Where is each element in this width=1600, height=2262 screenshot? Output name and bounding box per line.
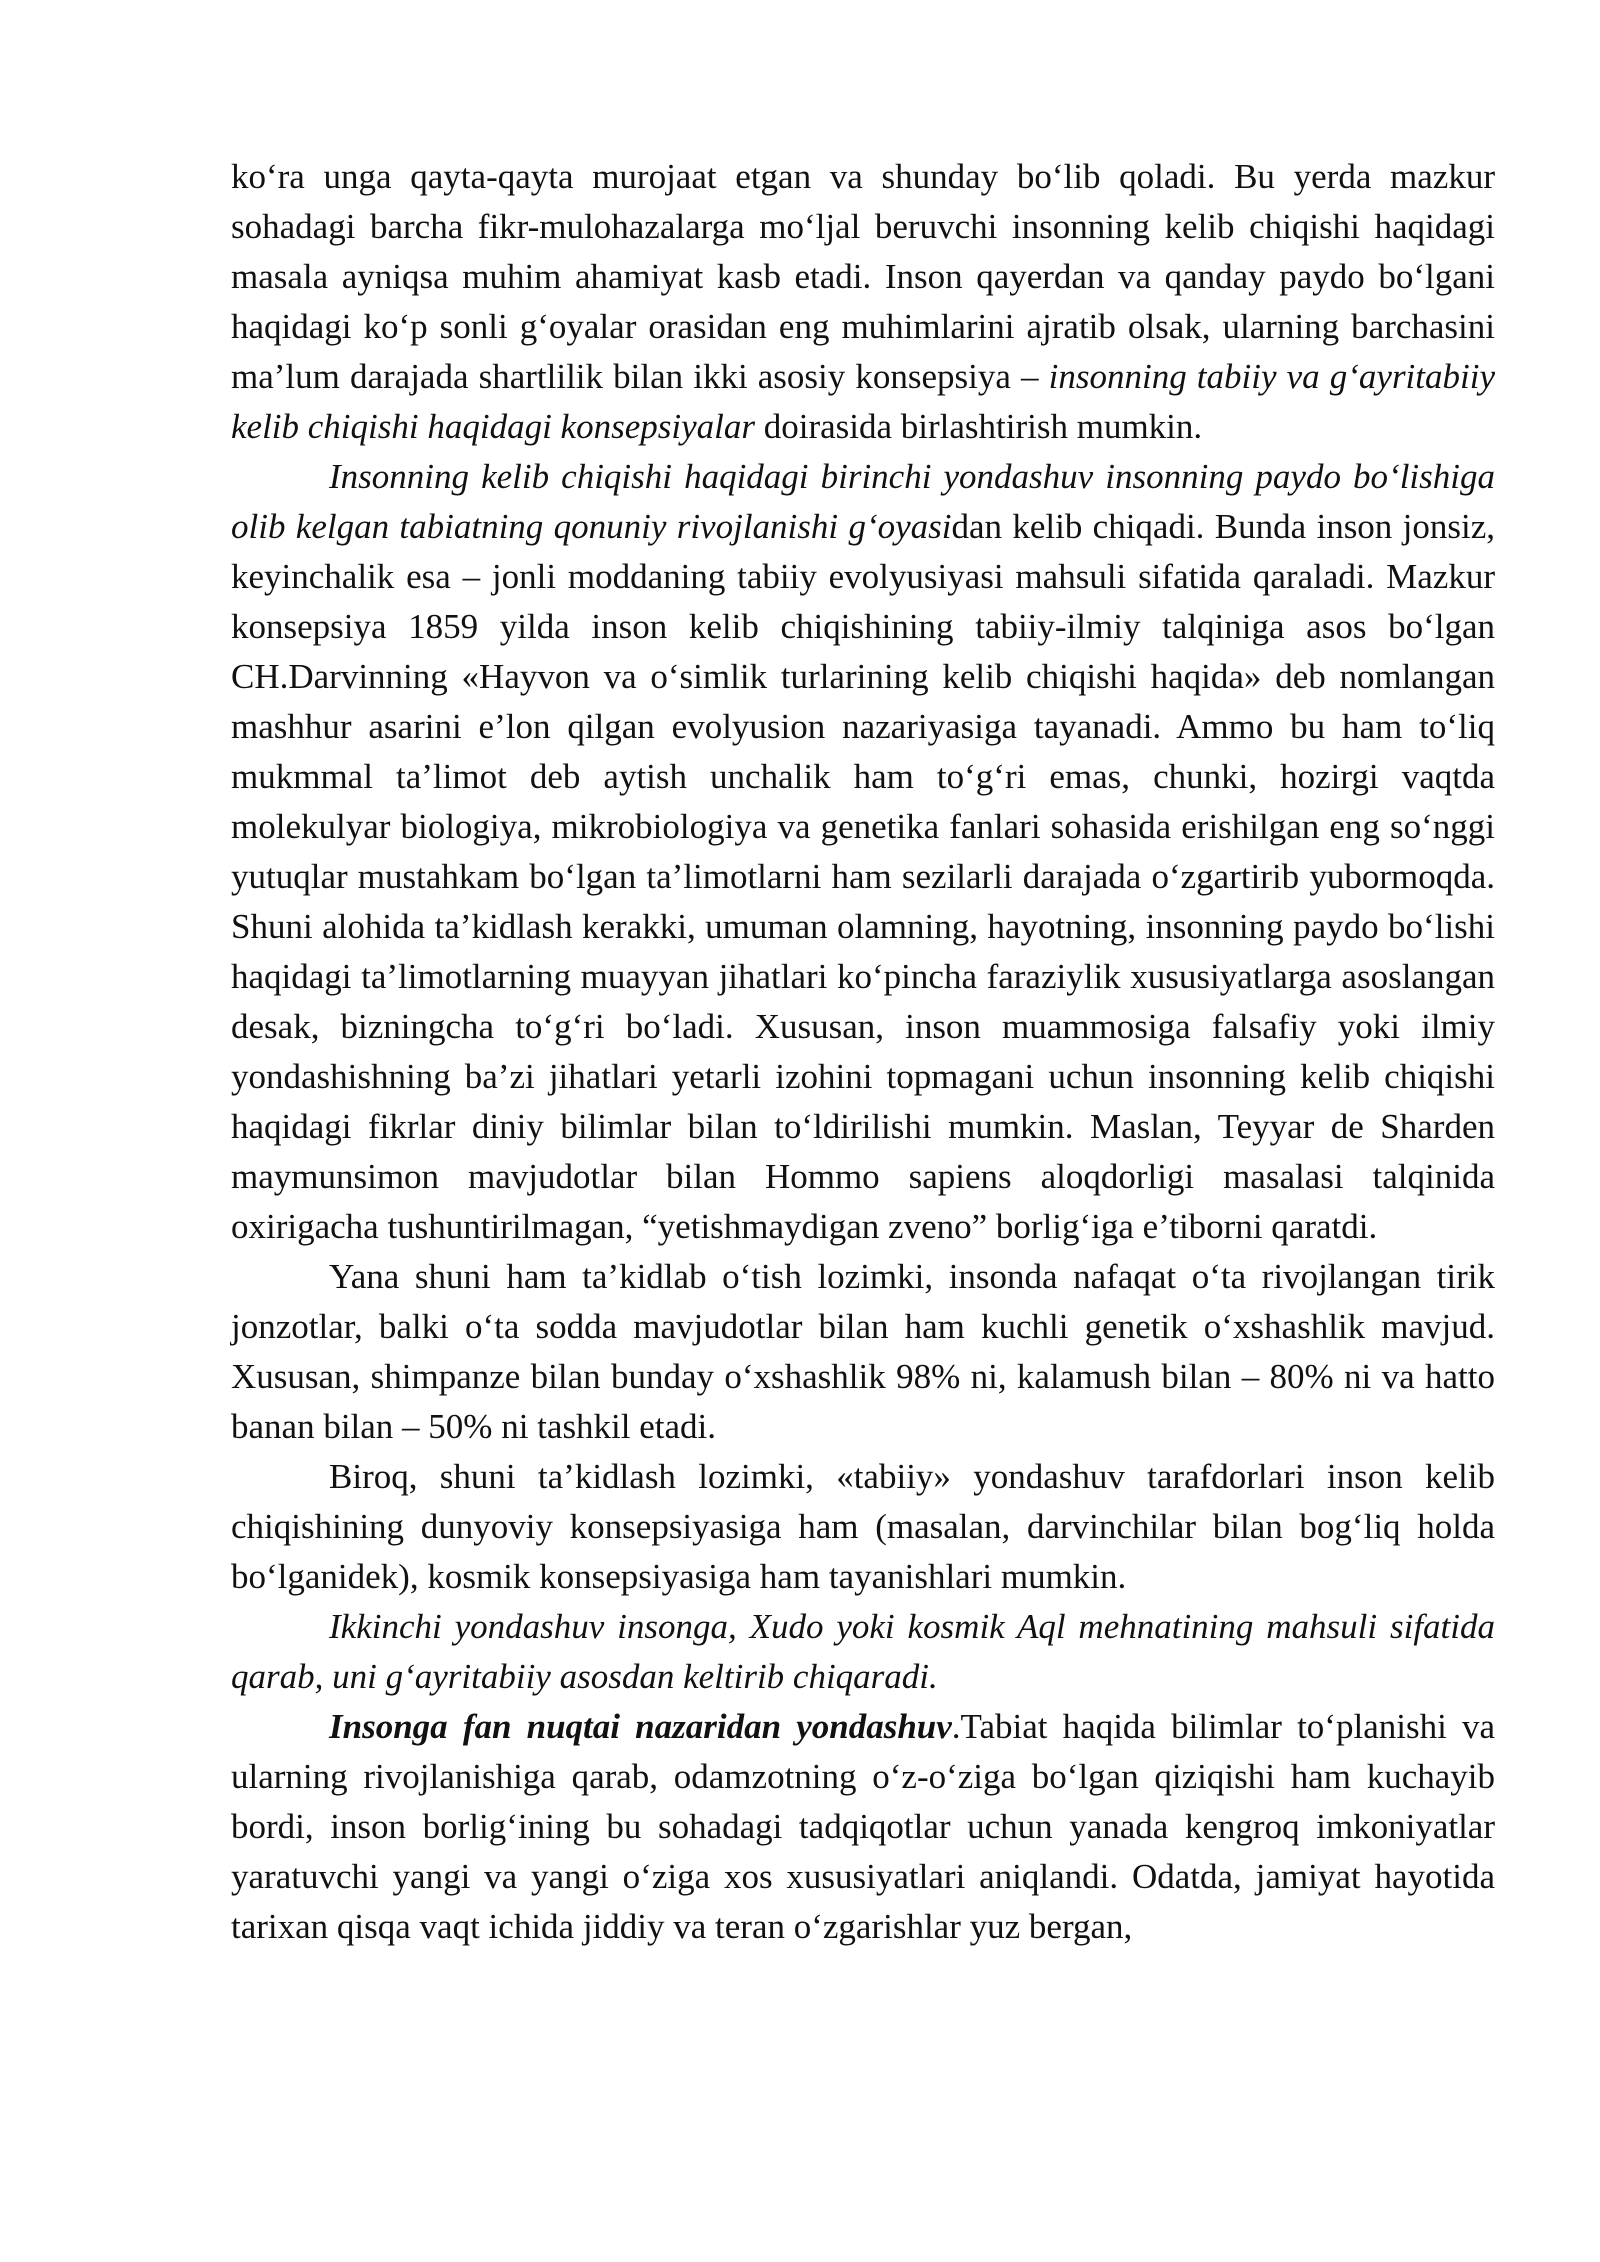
text-run: Yana shuni ham ta’kidlab o‘tish lozimki, insonda nafaqat o‘ta rivojlangan tirik jonzotlar, balki o‘ta sodda mavjudotlar bilan ham kuchli genetik o‘xshashlik mavjud. Xususan, shimpanze bilan bunday o‘xshashlik 98% ni, kalamush bilan – 80% ni va hatto banan bilan – 50% ni tashkil etadi. — [231, 1257, 1495, 1446]
paragraph-4 — [231, 1452, 1495, 1602]
text-run-italic: insonning tabiiy va g‘ayritabiiy kelib chiqishi haqidagi konsepsiyalar — [231, 357, 1495, 446]
paragraph-5 — [231, 1602, 1495, 1702]
paragraph-3 — [231, 1252, 1495, 1452]
paragraph-6 — [231, 1702, 1495, 1952]
text-run: .Tabiat haqida bilimlar to‘planishi va ularning rivojlanishiga qarab, odamzotning o‘z-o‘ziga bo‘lgan qiziqishi ham kuchayib bordi, inson borlig‘ining bu sohadagi tadqiqotlar uchun yanada kengroq imkoniyatlar yaratuvchi yangi va yangi o‘ziga xos xususiyatlari aniqlandi. Odatda, jamiyat hayotida tarixan qisqa vaqt ichida jiddiy va teran o‘zgarishlar yuz bergan, — [231, 1707, 1495, 1946]
text-run: dan kelib chiqadi. Bunda inson jonsiz, keyinchalik esa – jonli moddaning tabiiy evolyusiyasi mahsuli sifatida qaraladi. Mazkur konsepsiya 1859 yilda inson kelib chiqishining tabiiy-ilmiy talqiniga asos bo‘lgan CH.Darvinning «Hayvon va o‘simlik turlarining kelib chiqishi haqida» deb nomlangan mashhur asarini e’lon qilgan evolyusion nazariyasiga tayanadi. Ammo bu ham to‘liq mukmmal ta’limot deb aytish unchalik ham to‘g‘ri emas, chunki, hozirgi vaqtda molekulyar biologiya, mikrobiologiya va genetika fanlari sohasida erishilgan eng so‘nggi yutuqlar mustahkam bo‘lgan ta’limotlarni ham sezilarli darajada o‘zgartirib yubormoqda. Shuni alohida ta’kidlash kerakki, umuman olamning, hayotning, insonning paydo bo‘lishi haqidagi ta’limotlarning muayyan jihatlari ko‘pincha faraziylik xususiyatlarga asoslangan desak, bizningcha to‘g‘ri bo‘ladi. Xususan, inson muammosiga falsafiy yoki ilmiy yondashishning ba’zi jihatlari yetarli izohini topmagani uchun insonning kelib chiqishi haqidagi fikrlar diniy bilimlar bilan to‘ldirilishi mumkin. Maslan, Teyyar de Sharden maymunsimon mavjudotlar bilan Hommo sapiens aloqdorligi masalasi talqinida oxirigacha tushuntirilmagan, “yetishmaydigan zveno” borlig‘iga e’tiborni qaratdi. — [231, 507, 1495, 1246]
text-run-italic: Ikkinchi yondashuv insonga, Xudo yoki kosmik Aql mehnatining mahsuli sifatida qarab, uni g‘ayritabiiy asosdan keltirib chiqaradi. — [231, 1607, 1495, 1696]
text-run: Biroq, shuni ta’kidlash lozimki, «tabiiy» yondashuv tarafdorlari inson kelib chiqishining dunyoviy konsepsiyasiga ham (masalan, darvinchilar bilan bog‘liq holda bo‘lganidek), kosmik konsepsiyasiga ham tayanishlari mumkin. — [231, 1457, 1495, 1596]
text-run: ko‘ra unga qayta-qayta murojaat etgan va shunday bo‘lib qoladi. Bu yerda mazkur sohadagi barcha fikr-mulohazalarga mo‘ljal beruvchi insonning kelib chiqishi haqidagi masala ayniqsa muhim ahamiyat kasb etadi. Inson qayerdan va qanday paydo bo‘lgani haqidagi ko‘p sonli g‘oyalar orasidan eng muhimlarini ajratib olsak, ularning barchasini ma’lum darajada shartlilik bilan ikki asosiy konsepsiya – — [231, 157, 1495, 396]
text-run-italic: Insonning kelib chiqishi haqidagi birinchi yondashuv insonning paydo bo‘lishiga olib kelgan tabiatning qonuniy rivojlanishi g‘oyasi — [231, 457, 1495, 546]
document-page — [231, 152, 1495, 1952]
paragraph-2 — [231, 452, 1495, 1252]
text-run: doirasida birlashtirish mumkin. — [754, 407, 1203, 446]
text-run-bold-italic: Insonga fan nuqtai nazaridan yondashuv — [329, 1707, 952, 1746]
paragraph-1 — [231, 152, 1495, 452]
